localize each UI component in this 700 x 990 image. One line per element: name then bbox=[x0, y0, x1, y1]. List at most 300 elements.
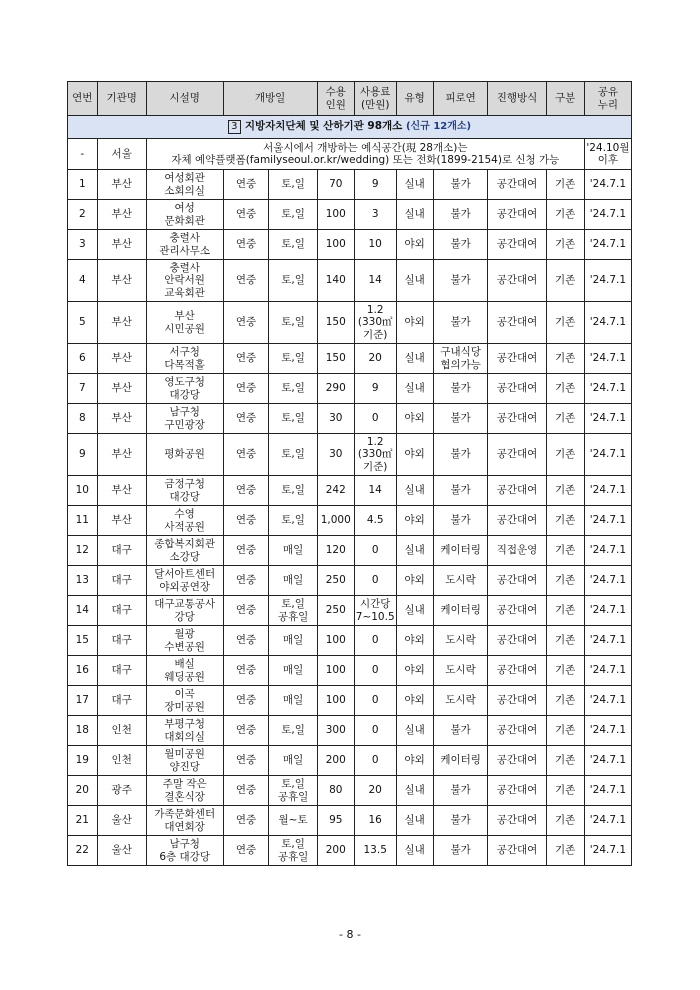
category-cell: 기존 bbox=[546, 806, 584, 836]
open-period-cell: 연중 bbox=[223, 656, 269, 686]
category-cell: 기존 bbox=[546, 716, 584, 746]
venue-type-cell: 야외 bbox=[396, 506, 433, 536]
table-row bbox=[68, 506, 632, 536]
header-cell: 구분 bbox=[546, 82, 584, 116]
row-number-cell: 13 bbox=[68, 566, 98, 596]
venue-type-cell: 실내 bbox=[396, 344, 433, 374]
table-row bbox=[68, 170, 632, 200]
row-number-cell: 1 bbox=[68, 170, 98, 200]
share-date-cell: '24.7.1 bbox=[584, 566, 631, 596]
category-cell: 기존 bbox=[546, 374, 584, 404]
venue-type-cell: 실내 bbox=[396, 596, 433, 626]
facility-name-cell: 충렬사 관리사무소 bbox=[146, 230, 223, 260]
capacity-cell: 95 bbox=[317, 806, 354, 836]
row-number-cell: 22 bbox=[68, 836, 98, 866]
venue-type-cell: 야외 bbox=[396, 302, 433, 344]
open-days-cell: 토,일 공휴일 bbox=[269, 596, 317, 626]
open-days-cell: 매일 bbox=[269, 536, 317, 566]
open-period-cell: 연중 bbox=[223, 230, 269, 260]
venue-type-cell: 야외 bbox=[396, 686, 433, 716]
category-cell: 기존 bbox=[546, 170, 584, 200]
open-period-cell: 연중 bbox=[223, 836, 269, 866]
capacity-cell: 100 bbox=[317, 626, 354, 656]
org-name-cell: 울산 bbox=[97, 806, 146, 836]
facility-name-cell: 가족문화센터 대연회장 bbox=[146, 806, 223, 836]
reception-cell: 불가 bbox=[433, 506, 488, 536]
header-cell: 기관명 bbox=[97, 82, 146, 116]
open-period-cell: 연중 bbox=[223, 374, 269, 404]
venue-type-cell: 야외 bbox=[396, 434, 433, 476]
row-number-cell: 9 bbox=[68, 434, 98, 476]
table-row bbox=[68, 626, 632, 656]
fee-cell: 20 bbox=[354, 776, 396, 806]
fee-cell: 0 bbox=[354, 626, 396, 656]
share-date-cell: '24.7.1 bbox=[584, 686, 631, 716]
org-name-cell: 인천 bbox=[97, 746, 146, 776]
org-name-cell: 광주 bbox=[97, 776, 146, 806]
row-number-cell: 16 bbox=[68, 656, 98, 686]
share-date-cell: '24.7.1 bbox=[584, 626, 631, 656]
operation-method-cell: 공간대여 bbox=[488, 656, 546, 686]
capacity-cell: 250 bbox=[317, 566, 354, 596]
venue-type-cell: 실내 bbox=[396, 476, 433, 506]
open-period-cell: 연중 bbox=[223, 716, 269, 746]
capacity-cell: 30 bbox=[317, 434, 354, 476]
facility-name-cell: 주말 작은 결혼식장 bbox=[146, 776, 223, 806]
reception-cell: 불가 bbox=[433, 476, 488, 506]
operation-method-cell: 공간대여 bbox=[488, 716, 546, 746]
row-number-cell: 10 bbox=[68, 476, 98, 506]
section-heading-row bbox=[68, 116, 632, 139]
capacity-cell: 150 bbox=[317, 344, 354, 374]
reception-cell: 불가 bbox=[433, 434, 488, 476]
category-cell: 기존 bbox=[546, 626, 584, 656]
org-name-cell: 부산 bbox=[97, 374, 146, 404]
reception-cell: 도시락 bbox=[433, 656, 488, 686]
header-cell: 피로연 bbox=[433, 82, 488, 116]
venue-type-cell: 야외 bbox=[396, 404, 433, 434]
category-cell: 기존 bbox=[546, 746, 584, 776]
row-number-cell: 12 bbox=[68, 536, 98, 566]
row-number-cell: 2 bbox=[68, 200, 98, 230]
venue-type-cell: 실내 bbox=[396, 374, 433, 404]
operation-method-cell: 공간대여 bbox=[488, 566, 546, 596]
table-row bbox=[68, 836, 632, 866]
capacity-cell: 200 bbox=[317, 836, 354, 866]
fee-cell: 0 bbox=[354, 686, 396, 716]
capacity-cell: 150 bbox=[317, 302, 354, 344]
venue-type-cell: 실내 bbox=[396, 170, 433, 200]
operation-method-cell: 공간대여 bbox=[488, 626, 546, 656]
note-date: '24.10월 이후 bbox=[584, 139, 631, 170]
header-cell: 사용료 (만원) bbox=[354, 82, 396, 116]
capacity-cell: 290 bbox=[317, 374, 354, 404]
row-number-cell: 11 bbox=[68, 506, 98, 536]
row-number-cell: 4 bbox=[68, 260, 98, 302]
fee-cell: 0 bbox=[354, 716, 396, 746]
fee-cell: 시간당 7~10.5 bbox=[354, 596, 396, 626]
share-date-cell: '24.7.1 bbox=[584, 200, 631, 230]
capacity-cell: 242 bbox=[317, 476, 354, 506]
row-number-cell: 21 bbox=[68, 806, 98, 836]
category-cell: 기존 bbox=[546, 596, 584, 626]
category-cell: 기존 bbox=[546, 656, 584, 686]
row-number-cell: 6 bbox=[68, 344, 98, 374]
venue-type-cell: 실내 bbox=[396, 200, 433, 230]
operation-method-cell: 공간대여 bbox=[488, 260, 546, 302]
org-name-cell: 부산 bbox=[97, 170, 146, 200]
venue-type-cell: 실내 bbox=[396, 776, 433, 806]
operation-method-cell: 공간대여 bbox=[488, 596, 546, 626]
venue-type-cell: 실내 bbox=[396, 716, 433, 746]
org-name-cell: 인천 bbox=[97, 716, 146, 746]
fee-cell: 20 bbox=[354, 344, 396, 374]
share-date-cell: '24.7.1 bbox=[584, 806, 631, 836]
note-org: 서울 bbox=[97, 139, 146, 170]
reception-cell: 케이터링 bbox=[433, 746, 488, 776]
facility-name-cell: 종합복지회관 소강당 bbox=[146, 536, 223, 566]
open-days-cell: 토,일 bbox=[269, 506, 317, 536]
capacity-cell: 30 bbox=[317, 404, 354, 434]
open-days-cell: 매일 bbox=[269, 626, 317, 656]
row-number-cell: 20 bbox=[68, 776, 98, 806]
operation-method-cell: 공간대여 bbox=[488, 170, 546, 200]
open-days-cell: 매일 bbox=[269, 566, 317, 596]
section-number: 3 bbox=[228, 120, 241, 134]
section-note: (신규 12개소) bbox=[405, 121, 472, 132]
share-date-cell: '24.7.1 bbox=[584, 170, 631, 200]
category-cell: 기존 bbox=[546, 476, 584, 506]
header-row bbox=[68, 82, 632, 116]
operation-method-cell: 공간대여 bbox=[488, 746, 546, 776]
reception-cell: 불가 bbox=[433, 200, 488, 230]
facility-name-cell: 평화공원 bbox=[146, 434, 223, 476]
table-row bbox=[68, 656, 632, 686]
share-date-cell: '24.7.1 bbox=[584, 260, 631, 302]
facility-name-cell: 부평구청 대회의실 bbox=[146, 716, 223, 746]
facility-name-cell: 여성회관 소회의실 bbox=[146, 170, 223, 200]
category-cell: 기존 bbox=[546, 566, 584, 596]
table-row bbox=[68, 596, 632, 626]
reception-cell: 도시락 bbox=[433, 566, 488, 596]
share-date-cell: '24.7.1 bbox=[584, 836, 631, 866]
facility-name-cell: 충렬사 안락서원 교육회관 bbox=[146, 260, 223, 302]
table-row bbox=[68, 200, 632, 230]
operation-method-cell: 공간대여 bbox=[488, 776, 546, 806]
facility-table bbox=[67, 81, 632, 866]
capacity-cell: 100 bbox=[317, 200, 354, 230]
table-row bbox=[68, 302, 632, 344]
header-cell: 공유 누리 bbox=[584, 82, 631, 116]
table-row bbox=[68, 746, 632, 776]
org-name-cell: 부산 bbox=[97, 230, 146, 260]
venue-type-cell: 야외 bbox=[396, 566, 433, 596]
row-number-cell: 5 bbox=[68, 302, 98, 344]
share-date-cell: '24.7.1 bbox=[584, 536, 631, 566]
fee-cell: 0 bbox=[354, 566, 396, 596]
org-name-cell: 대구 bbox=[97, 656, 146, 686]
row-number-cell: 3 bbox=[68, 230, 98, 260]
page-number: - 8 - bbox=[339, 928, 361, 941]
open-period-cell: 연중 bbox=[223, 776, 269, 806]
row-number-cell: 18 bbox=[68, 716, 98, 746]
org-name-cell: 부산 bbox=[97, 302, 146, 344]
venue-type-cell: 실내 bbox=[396, 536, 433, 566]
table-row bbox=[68, 260, 632, 302]
venue-type-cell: 야외 bbox=[396, 746, 433, 776]
open-period-cell: 연중 bbox=[223, 344, 269, 374]
reception-cell: 불가 bbox=[433, 776, 488, 806]
share-date-cell: '24.7.1 bbox=[584, 344, 631, 374]
open-period-cell: 연중 bbox=[223, 260, 269, 302]
operation-method-cell: 공간대여 bbox=[488, 686, 546, 716]
table-row bbox=[68, 806, 632, 836]
table-row bbox=[68, 374, 632, 404]
open-period-cell: 연중 bbox=[223, 806, 269, 836]
open-days-cell: 토,일 공휴일 bbox=[269, 776, 317, 806]
fee-cell: 1.2 (330㎡ 기준) bbox=[354, 302, 396, 344]
table-row bbox=[68, 476, 632, 506]
operation-method-cell: 공간대여 bbox=[488, 374, 546, 404]
reception-cell: 도시락 bbox=[433, 626, 488, 656]
reception-cell: 불가 bbox=[433, 374, 488, 404]
reception-cell: 불가 bbox=[433, 260, 488, 302]
header-cell: 시설명 bbox=[146, 82, 223, 116]
open-period-cell: 연중 bbox=[223, 302, 269, 344]
header-cell: 유형 bbox=[396, 82, 433, 116]
operation-method-cell: 공간대여 bbox=[488, 344, 546, 374]
open-days-cell: 토,일 bbox=[269, 716, 317, 746]
reception-cell: 구내식당 협의가능 bbox=[433, 344, 488, 374]
facility-name-cell: 달서아트센터 야외공연장 bbox=[146, 566, 223, 596]
operation-method-cell: 공간대여 bbox=[488, 836, 546, 866]
category-cell: 기존 bbox=[546, 506, 584, 536]
capacity-cell: 1,000 bbox=[317, 506, 354, 536]
header-cell: 개방일 bbox=[223, 82, 317, 116]
facility-name-cell: 이곡 장미공원 bbox=[146, 686, 223, 716]
reception-cell: 케이터링 bbox=[433, 536, 488, 566]
facility-name-cell: 금정구청 대강당 bbox=[146, 476, 223, 506]
share-date-cell: '24.7.1 bbox=[584, 596, 631, 626]
org-name-cell: 부산 bbox=[97, 344, 146, 374]
facility-name-cell: 월미공원 양진당 bbox=[146, 746, 223, 776]
table-row bbox=[68, 716, 632, 746]
row-number-cell: 8 bbox=[68, 404, 98, 434]
fee-cell: 1.2 (330㎡ 기준) bbox=[354, 434, 396, 476]
share-date-cell: '24.7.1 bbox=[584, 434, 631, 476]
fee-cell: 14 bbox=[354, 260, 396, 302]
share-date-cell: '24.7.1 bbox=[584, 776, 631, 806]
capacity-cell: 70 bbox=[317, 170, 354, 200]
operation-method-cell: 공간대여 bbox=[488, 806, 546, 836]
open-days-cell: 매일 bbox=[269, 686, 317, 716]
share-date-cell: '24.7.1 bbox=[584, 374, 631, 404]
row-number-cell: 17 bbox=[68, 686, 98, 716]
category-cell: 기존 bbox=[546, 686, 584, 716]
open-period-cell: 연중 bbox=[223, 686, 269, 716]
capacity-cell: 120 bbox=[317, 536, 354, 566]
reception-cell: 불가 bbox=[433, 806, 488, 836]
share-date-cell: '24.7.1 bbox=[584, 404, 631, 434]
open-period-cell: 연중 bbox=[223, 566, 269, 596]
note-no: - bbox=[68, 139, 98, 170]
operation-method-cell: 공간대여 bbox=[488, 230, 546, 260]
fee-cell: 16 bbox=[354, 806, 396, 836]
share-date-cell: '24.7.1 bbox=[584, 506, 631, 536]
table-row bbox=[68, 776, 632, 806]
reception-cell: 불가 bbox=[433, 230, 488, 260]
category-cell: 기존 bbox=[546, 260, 584, 302]
open-days-cell: 매일 bbox=[269, 746, 317, 776]
section-heading bbox=[68, 116, 632, 139]
reception-cell: 불가 bbox=[433, 836, 488, 866]
open-period-cell: 연중 bbox=[223, 506, 269, 536]
venue-type-cell: 야외 bbox=[396, 230, 433, 260]
facility-name-cell: 영도구청 대강당 bbox=[146, 374, 223, 404]
section-title: 지방자치단체 및 산하기관 98개소 bbox=[244, 120, 403, 132]
fee-cell: 14 bbox=[354, 476, 396, 506]
org-name-cell: 부산 bbox=[97, 476, 146, 506]
org-name-cell: 대구 bbox=[97, 536, 146, 566]
org-name-cell: 대구 bbox=[97, 626, 146, 656]
table-row bbox=[68, 566, 632, 596]
open-period-cell: 연중 bbox=[223, 476, 269, 506]
fee-cell: 0 bbox=[354, 404, 396, 434]
operation-method-cell: 공간대여 bbox=[488, 506, 546, 536]
org-name-cell: 대구 bbox=[97, 566, 146, 596]
fee-cell: 13.5 bbox=[354, 836, 396, 866]
reception-cell: 도시락 bbox=[433, 686, 488, 716]
category-cell: 기존 bbox=[546, 230, 584, 260]
category-cell: 기존 bbox=[546, 200, 584, 230]
venue-type-cell: 실내 bbox=[396, 260, 433, 302]
fee-cell: 9 bbox=[354, 170, 396, 200]
seoul-note-row bbox=[68, 139, 632, 170]
org-name-cell: 울산 bbox=[97, 836, 146, 866]
category-cell: 기존 bbox=[546, 404, 584, 434]
table-row bbox=[68, 344, 632, 374]
open-days-cell: 토,일 bbox=[269, 260, 317, 302]
table-row bbox=[68, 434, 632, 476]
fee-cell: 0 bbox=[354, 746, 396, 776]
capacity-cell: 200 bbox=[317, 746, 354, 776]
header-cell: 진행방식 bbox=[488, 82, 546, 116]
open-days-cell: 토,일 bbox=[269, 200, 317, 230]
facility-name-cell: 부산 시민공원 bbox=[146, 302, 223, 344]
reception-cell: 불가 bbox=[433, 302, 488, 344]
share-date-cell: '24.7.1 bbox=[584, 656, 631, 686]
capacity-cell: 80 bbox=[317, 776, 354, 806]
venue-type-cell: 실내 bbox=[396, 806, 433, 836]
share-date-cell: '24.7.1 bbox=[584, 716, 631, 746]
capacity-cell: 300 bbox=[317, 716, 354, 746]
category-cell: 기존 bbox=[546, 302, 584, 344]
open-days-cell: 매일 bbox=[269, 656, 317, 686]
facility-name-cell: 대구교통공사 강당 bbox=[146, 596, 223, 626]
share-date-cell: '24.7.1 bbox=[584, 476, 631, 506]
open-period-cell: 연중 bbox=[223, 626, 269, 656]
reception-cell: 불가 bbox=[433, 404, 488, 434]
open-period-cell: 연중 bbox=[223, 200, 269, 230]
capacity-cell: 100 bbox=[317, 656, 354, 686]
operation-method-cell: 직접운영 bbox=[488, 536, 546, 566]
capacity-cell: 100 bbox=[317, 686, 354, 716]
org-name-cell: 부산 bbox=[97, 404, 146, 434]
facility-name-cell: 남구청 6층 대강당 bbox=[146, 836, 223, 866]
open-period-cell: 연중 bbox=[223, 404, 269, 434]
header-cell: 연번 bbox=[68, 82, 98, 116]
operation-method-cell: 공간대여 bbox=[488, 434, 546, 476]
header-cell: 수용 인원 bbox=[317, 82, 354, 116]
open-period-cell: 연중 bbox=[223, 536, 269, 566]
org-name-cell: 부산 bbox=[97, 200, 146, 230]
venue-type-cell: 실내 bbox=[396, 836, 433, 866]
category-cell: 기존 bbox=[546, 344, 584, 374]
fee-cell: 0 bbox=[354, 656, 396, 686]
reception-cell: 불가 bbox=[433, 170, 488, 200]
row-number-cell: 7 bbox=[68, 374, 98, 404]
reception-cell: 불가 bbox=[433, 716, 488, 746]
row-number-cell: 14 bbox=[68, 596, 98, 626]
open-days-cell: 토,일 bbox=[269, 230, 317, 260]
share-date-cell: '24.7.1 bbox=[584, 230, 631, 260]
open-period-cell: 연중 bbox=[223, 746, 269, 776]
open-period-cell: 연중 bbox=[223, 434, 269, 476]
venue-type-cell: 야외 bbox=[396, 656, 433, 686]
share-date-cell: '24.7.1 bbox=[584, 302, 631, 344]
row-number-cell: 15 bbox=[68, 626, 98, 656]
org-name-cell: 부산 bbox=[97, 260, 146, 302]
fee-cell: 3 bbox=[354, 200, 396, 230]
open-period-cell: 연중 bbox=[223, 596, 269, 626]
facility-name-cell: 여성 문화회관 bbox=[146, 200, 223, 230]
open-days-cell: 토,일 bbox=[269, 170, 317, 200]
org-name-cell: 부산 bbox=[97, 506, 146, 536]
operation-method-cell: 공간대여 bbox=[488, 302, 546, 344]
open-days-cell: 토,일 bbox=[269, 344, 317, 374]
capacity-cell: 100 bbox=[317, 230, 354, 260]
open-days-cell: 토,일 bbox=[269, 404, 317, 434]
open-days-cell: 토,일 bbox=[269, 434, 317, 476]
note-text: 서울시에서 개방하는 예식공간(現 28개소)는 자체 예약플랫폼(familyseoul.or.kr/wedding) 또는 전화(1899-2154)로 신청 가능 bbox=[146, 139, 584, 170]
share-date-cell: '24.7.1 bbox=[584, 746, 631, 776]
table-row bbox=[68, 404, 632, 434]
operation-method-cell: 공간대여 bbox=[488, 200, 546, 230]
fee-cell: 4.5 bbox=[354, 506, 396, 536]
category-cell: 기존 bbox=[546, 536, 584, 566]
category-cell: 기존 bbox=[546, 434, 584, 476]
facility-name-cell: 배실 웨딩공원 bbox=[146, 656, 223, 686]
facility-name-cell: 월광 수변공원 bbox=[146, 626, 223, 656]
fee-cell: 10 bbox=[354, 230, 396, 260]
row-number-cell: 19 bbox=[68, 746, 98, 776]
facility-name-cell: 수영 사적공원 bbox=[146, 506, 223, 536]
operation-method-cell: 공간대여 bbox=[488, 476, 546, 506]
capacity-cell: 250 bbox=[317, 596, 354, 626]
org-name-cell: 부산 bbox=[97, 434, 146, 476]
org-name-cell: 대구 bbox=[97, 596, 146, 626]
open-days-cell: 토,일 bbox=[269, 476, 317, 506]
table-row bbox=[68, 230, 632, 260]
category-cell: 기존 bbox=[546, 776, 584, 806]
category-cell: 기존 bbox=[546, 836, 584, 866]
open-days-cell: 토,일 공휴일 bbox=[269, 836, 317, 866]
capacity-cell: 140 bbox=[317, 260, 354, 302]
fee-cell: 9 bbox=[354, 374, 396, 404]
open-days-cell: 월~토 bbox=[269, 806, 317, 836]
table-row bbox=[68, 536, 632, 566]
org-name-cell: 대구 bbox=[97, 686, 146, 716]
